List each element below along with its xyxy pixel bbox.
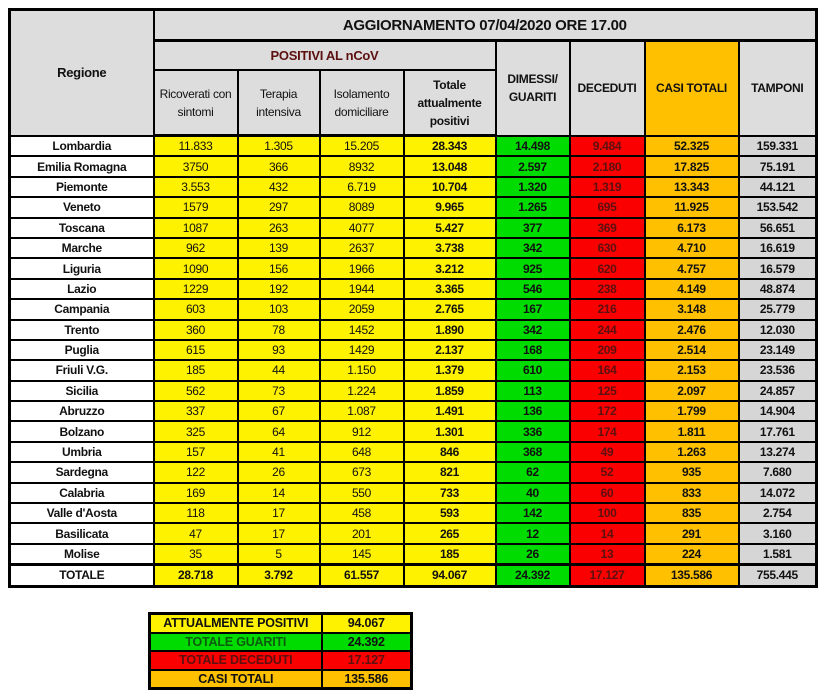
value-cell: 26	[496, 544, 570, 565]
column-header-isolamento: Isolamento domiciliare	[320, 70, 404, 136]
value-cell: 1.305	[238, 136, 320, 157]
value-cell: 168	[496, 340, 570, 360]
table-row	[10, 401, 817, 421]
table-row	[10, 279, 817, 299]
value-cell: 603	[154, 299, 238, 319]
value-cell: 593	[404, 503, 496, 523]
region-name-cell: Calabria	[10, 483, 154, 503]
value-cell: 49	[570, 442, 645, 462]
value-cell: 325	[154, 421, 238, 441]
region-name-cell: Liguria	[10, 258, 154, 278]
region-name-cell: Umbria	[10, 442, 154, 462]
value-cell: 153.542	[739, 197, 817, 217]
value-cell: 1452	[320, 320, 404, 340]
table-row	[10, 156, 817, 176]
value-cell: 14.072	[739, 483, 817, 503]
value-cell: 2059	[320, 299, 404, 319]
value-cell: 360	[154, 320, 238, 340]
value-cell: 3.160	[739, 523, 817, 543]
value-cell: 4.710	[645, 238, 739, 258]
value-cell: 216	[570, 299, 645, 319]
value-cell: 1.301	[404, 421, 496, 441]
value-cell: 1579	[154, 197, 238, 217]
value-cell: 1.150	[320, 360, 404, 380]
region-name-cell: Valle d'Aosta	[10, 503, 154, 523]
value-cell: 6.173	[645, 218, 739, 238]
value-cell: 94.067	[404, 565, 496, 586]
value-cell: 75.191	[739, 156, 817, 176]
value-cell: 1.799	[645, 401, 739, 421]
value-cell: 835	[645, 503, 739, 523]
region-name-cell: Abruzzo	[10, 401, 154, 421]
value-cell: 17.127	[570, 565, 645, 586]
value-cell: 366	[238, 156, 320, 176]
value-cell: 733	[404, 483, 496, 503]
legend-value: 24.392	[322, 633, 412, 652]
value-cell: 156	[238, 258, 320, 278]
table-row	[10, 320, 817, 340]
value-cell: 172	[570, 401, 645, 421]
value-cell: 821	[404, 462, 496, 482]
update-title: AGGIORNAMENTO 07/04/2020 ORE 17.00	[154, 10, 817, 41]
value-cell: 25.779	[739, 299, 817, 319]
table-row	[10, 442, 817, 462]
value-cell: 17	[238, 503, 320, 523]
value-cell: 291	[645, 523, 739, 543]
value-cell: 122	[154, 462, 238, 482]
value-cell: 12	[496, 523, 570, 543]
value-cell: 1429	[320, 340, 404, 360]
value-cell: 201	[320, 523, 404, 543]
value-cell: 546	[496, 279, 570, 299]
value-cell: 610	[496, 360, 570, 380]
legend-row	[150, 633, 412, 652]
value-cell: 159.331	[739, 136, 817, 157]
value-cell: 13	[570, 544, 645, 565]
value-cell: 60	[570, 483, 645, 503]
value-cell: 145	[320, 544, 404, 565]
summary-legend	[148, 612, 413, 690]
legend-label: ATTUALMENTE POSITIVI	[150, 614, 322, 633]
value-cell: 755.445	[739, 565, 817, 586]
value-cell: 209	[570, 340, 645, 360]
table-row	[10, 218, 817, 238]
value-cell: 224	[645, 544, 739, 565]
value-cell: 368	[496, 442, 570, 462]
value-cell: 925	[496, 258, 570, 278]
value-cell: 630	[570, 238, 645, 258]
value-cell: 297	[238, 197, 320, 217]
value-cell: 11.833	[154, 136, 238, 157]
value-cell: 24.392	[496, 565, 570, 586]
value-cell: 1.379	[404, 360, 496, 380]
value-cell: 185	[404, 544, 496, 565]
column-header-deceduti: DECEDUTI	[570, 41, 645, 136]
value-cell: 3.553	[154, 177, 238, 197]
value-cell: 1.491	[404, 401, 496, 421]
column-header-terapia-intensiva: Terapia intensiva	[238, 70, 320, 136]
value-cell: 67	[238, 401, 320, 421]
column-header-casi-totali: CASI TOTALI	[645, 41, 739, 136]
value-cell: 113	[496, 381, 570, 401]
table-row	[10, 421, 817, 441]
value-cell: 100	[570, 503, 645, 523]
value-cell: 164	[570, 360, 645, 380]
value-cell: 17.761	[739, 421, 817, 441]
value-cell: 562	[154, 381, 238, 401]
table-row	[10, 136, 817, 157]
value-cell: 4077	[320, 218, 404, 238]
region-name-cell: Friuli V.G.	[10, 360, 154, 380]
value-cell: 2.153	[645, 360, 739, 380]
region-name-cell: Marche	[10, 238, 154, 258]
value-cell: 342	[496, 238, 570, 258]
value-cell: 103	[238, 299, 320, 319]
value-cell: 2.476	[645, 320, 739, 340]
region-name-cell: Veneto	[10, 197, 154, 217]
value-cell: 14	[570, 523, 645, 543]
value-cell: 615	[154, 340, 238, 360]
value-cell: 169	[154, 483, 238, 503]
value-cell: 139	[238, 238, 320, 258]
value-cell: 62	[496, 462, 570, 482]
value-cell: 337	[154, 401, 238, 421]
table-row	[10, 197, 817, 217]
value-cell: 174	[570, 421, 645, 441]
table-row	[10, 238, 817, 258]
value-cell: 2637	[320, 238, 404, 258]
value-cell: 1229	[154, 279, 238, 299]
table-row	[10, 503, 817, 523]
value-cell: 1944	[320, 279, 404, 299]
column-header-dimessi-guariti: DIMESSI/ GUARITI	[496, 41, 570, 136]
legend-row	[150, 614, 412, 633]
region-name-cell: Toscana	[10, 218, 154, 238]
value-cell: 10.704	[404, 177, 496, 197]
region-name-cell: Lazio	[10, 279, 154, 299]
value-cell: 4.757	[645, 258, 739, 278]
covid-region-table	[8, 8, 818, 588]
value-cell: 44	[238, 360, 320, 380]
value-cell: 833	[645, 483, 739, 503]
value-cell: 8932	[320, 156, 404, 176]
value-cell: 26	[238, 462, 320, 482]
column-header-totale-positivi: Totale attualmente positivi	[404, 70, 496, 136]
value-cell: 17.825	[645, 156, 739, 176]
table-header	[10, 10, 817, 136]
value-cell: 6.719	[320, 177, 404, 197]
legend-value: 17.127	[322, 651, 412, 670]
region-name-cell: Campania	[10, 299, 154, 319]
value-cell: 12.030	[739, 320, 817, 340]
value-cell: 136	[496, 401, 570, 421]
value-cell: 2.754	[739, 503, 817, 523]
value-cell: 244	[570, 320, 645, 340]
value-cell: 52	[570, 462, 645, 482]
value-cell: 3750	[154, 156, 238, 176]
value-cell: 167	[496, 299, 570, 319]
value-cell: 3.212	[404, 258, 496, 278]
table-row	[10, 381, 817, 401]
value-cell: 3.792	[238, 565, 320, 586]
value-cell: 2.097	[645, 381, 739, 401]
table-row	[10, 299, 817, 319]
table-row	[10, 360, 817, 380]
value-cell: 1090	[154, 258, 238, 278]
value-cell: 24.857	[739, 381, 817, 401]
region-name-cell: TOTALE	[10, 565, 154, 586]
value-cell: 8089	[320, 197, 404, 217]
value-cell: 1.320	[496, 177, 570, 197]
value-cell: 14.498	[496, 136, 570, 157]
value-cell: 157	[154, 442, 238, 462]
value-cell: 35	[154, 544, 238, 565]
value-cell: 41	[238, 442, 320, 462]
legend-value: 135.586	[322, 670, 412, 689]
region-name-cell: Lombardia	[10, 136, 154, 157]
region-name-cell: Trento	[10, 320, 154, 340]
value-cell: 142	[496, 503, 570, 523]
table-row	[10, 523, 817, 543]
value-cell: 263	[238, 218, 320, 238]
value-cell: 7.680	[739, 462, 817, 482]
value-cell: 16.579	[739, 258, 817, 278]
region-name-cell: Molise	[10, 544, 154, 565]
value-cell: 1.890	[404, 320, 496, 340]
total-row	[10, 565, 817, 586]
table-row	[10, 340, 817, 360]
value-cell: 1.224	[320, 381, 404, 401]
legend-label: CASI TOTALI	[150, 670, 322, 689]
region-name-cell: Emilia Romagna	[10, 156, 154, 176]
column-header-tamponi: TAMPONI	[739, 41, 817, 136]
value-cell: 912	[320, 421, 404, 441]
value-cell: 550	[320, 483, 404, 503]
value-cell: 2.597	[496, 156, 570, 176]
value-cell: 125	[570, 381, 645, 401]
value-cell: 78	[238, 320, 320, 340]
value-cell: 5	[238, 544, 320, 565]
value-cell: 3.148	[645, 299, 739, 319]
legend-row	[150, 670, 412, 689]
value-cell: 2.180	[570, 156, 645, 176]
value-cell: 11.925	[645, 197, 739, 217]
value-cell: 336	[496, 421, 570, 441]
value-cell: 14.904	[739, 401, 817, 421]
legend-label: TOTALE GUARITI	[150, 633, 322, 652]
value-cell: 238	[570, 279, 645, 299]
value-cell: 2.514	[645, 340, 739, 360]
region-name-cell: Sicilia	[10, 381, 154, 401]
value-cell: 1.811	[645, 421, 739, 441]
value-cell: 3.365	[404, 279, 496, 299]
value-cell: 1.581	[739, 544, 817, 565]
value-cell: 118	[154, 503, 238, 523]
legend-value: 94.067	[322, 614, 412, 633]
value-cell: 5.427	[404, 218, 496, 238]
group-header-positivi: POSITIVI AL nCoV	[154, 41, 496, 71]
value-cell: 13.048	[404, 156, 496, 176]
value-cell: 23.149	[739, 340, 817, 360]
value-cell: 2.765	[404, 299, 496, 319]
value-cell: 9.965	[404, 197, 496, 217]
value-cell: 1.263	[645, 442, 739, 462]
table-row	[10, 258, 817, 278]
value-cell: 61.557	[320, 565, 404, 586]
value-cell: 15.205	[320, 136, 404, 157]
value-cell: 17	[238, 523, 320, 543]
value-cell: 56.651	[739, 218, 817, 238]
value-cell: 673	[320, 462, 404, 482]
value-cell: 48.874	[739, 279, 817, 299]
legend-body	[150, 614, 412, 689]
value-cell: 93	[238, 340, 320, 360]
value-cell: 1.265	[496, 197, 570, 217]
value-cell: 695	[570, 197, 645, 217]
value-cell: 458	[320, 503, 404, 523]
table-row	[10, 544, 817, 565]
value-cell: 1.087	[320, 401, 404, 421]
value-cell: 9.484	[570, 136, 645, 157]
value-cell: 962	[154, 238, 238, 258]
value-cell: 1087	[154, 218, 238, 238]
value-cell: 73	[238, 381, 320, 401]
value-cell: 342	[496, 320, 570, 340]
value-cell: 1966	[320, 258, 404, 278]
value-cell: 935	[645, 462, 739, 482]
value-cell: 1.859	[404, 381, 496, 401]
value-cell: 52.325	[645, 136, 739, 157]
value-cell: 265	[404, 523, 496, 543]
value-cell: 13.274	[739, 442, 817, 462]
value-cell: 16.619	[739, 238, 817, 258]
value-cell: 2.137	[404, 340, 496, 360]
value-cell: 185	[154, 360, 238, 380]
legend-row	[150, 651, 412, 670]
region-name-cell: Bolzano	[10, 421, 154, 441]
region-name-cell: Basilicata	[10, 523, 154, 543]
value-cell: 846	[404, 442, 496, 462]
value-cell: 14	[238, 483, 320, 503]
value-cell: 369	[570, 218, 645, 238]
value-cell: 23.536	[739, 360, 817, 380]
value-cell: 620	[570, 258, 645, 278]
column-header-ricoverati: Ricoverati con sintomi	[154, 70, 238, 136]
value-cell: 28.718	[154, 565, 238, 586]
value-cell: 64	[238, 421, 320, 441]
legend-label: TOTALE DECEDUTI	[150, 651, 322, 670]
region-name-cell: Sardegna	[10, 462, 154, 482]
value-cell: 47	[154, 523, 238, 543]
value-cell: 28.343	[404, 136, 496, 157]
value-cell: 192	[238, 279, 320, 299]
value-cell: 3.738	[404, 238, 496, 258]
value-cell: 432	[238, 177, 320, 197]
table-row	[10, 483, 817, 503]
table-row	[10, 177, 817, 197]
value-cell: 4.149	[645, 279, 739, 299]
value-cell: 135.586	[645, 565, 739, 586]
value-cell: 377	[496, 218, 570, 238]
column-header-regione: Regione	[10, 10, 154, 136]
value-cell: 13.343	[645, 177, 739, 197]
value-cell: 44.121	[739, 177, 817, 197]
table-body	[10, 136, 817, 587]
region-name-cell: Piemonte	[10, 177, 154, 197]
value-cell: 40	[496, 483, 570, 503]
region-name-cell: Puglia	[10, 340, 154, 360]
value-cell: 1.319	[570, 177, 645, 197]
table-row	[10, 462, 817, 482]
value-cell: 648	[320, 442, 404, 462]
